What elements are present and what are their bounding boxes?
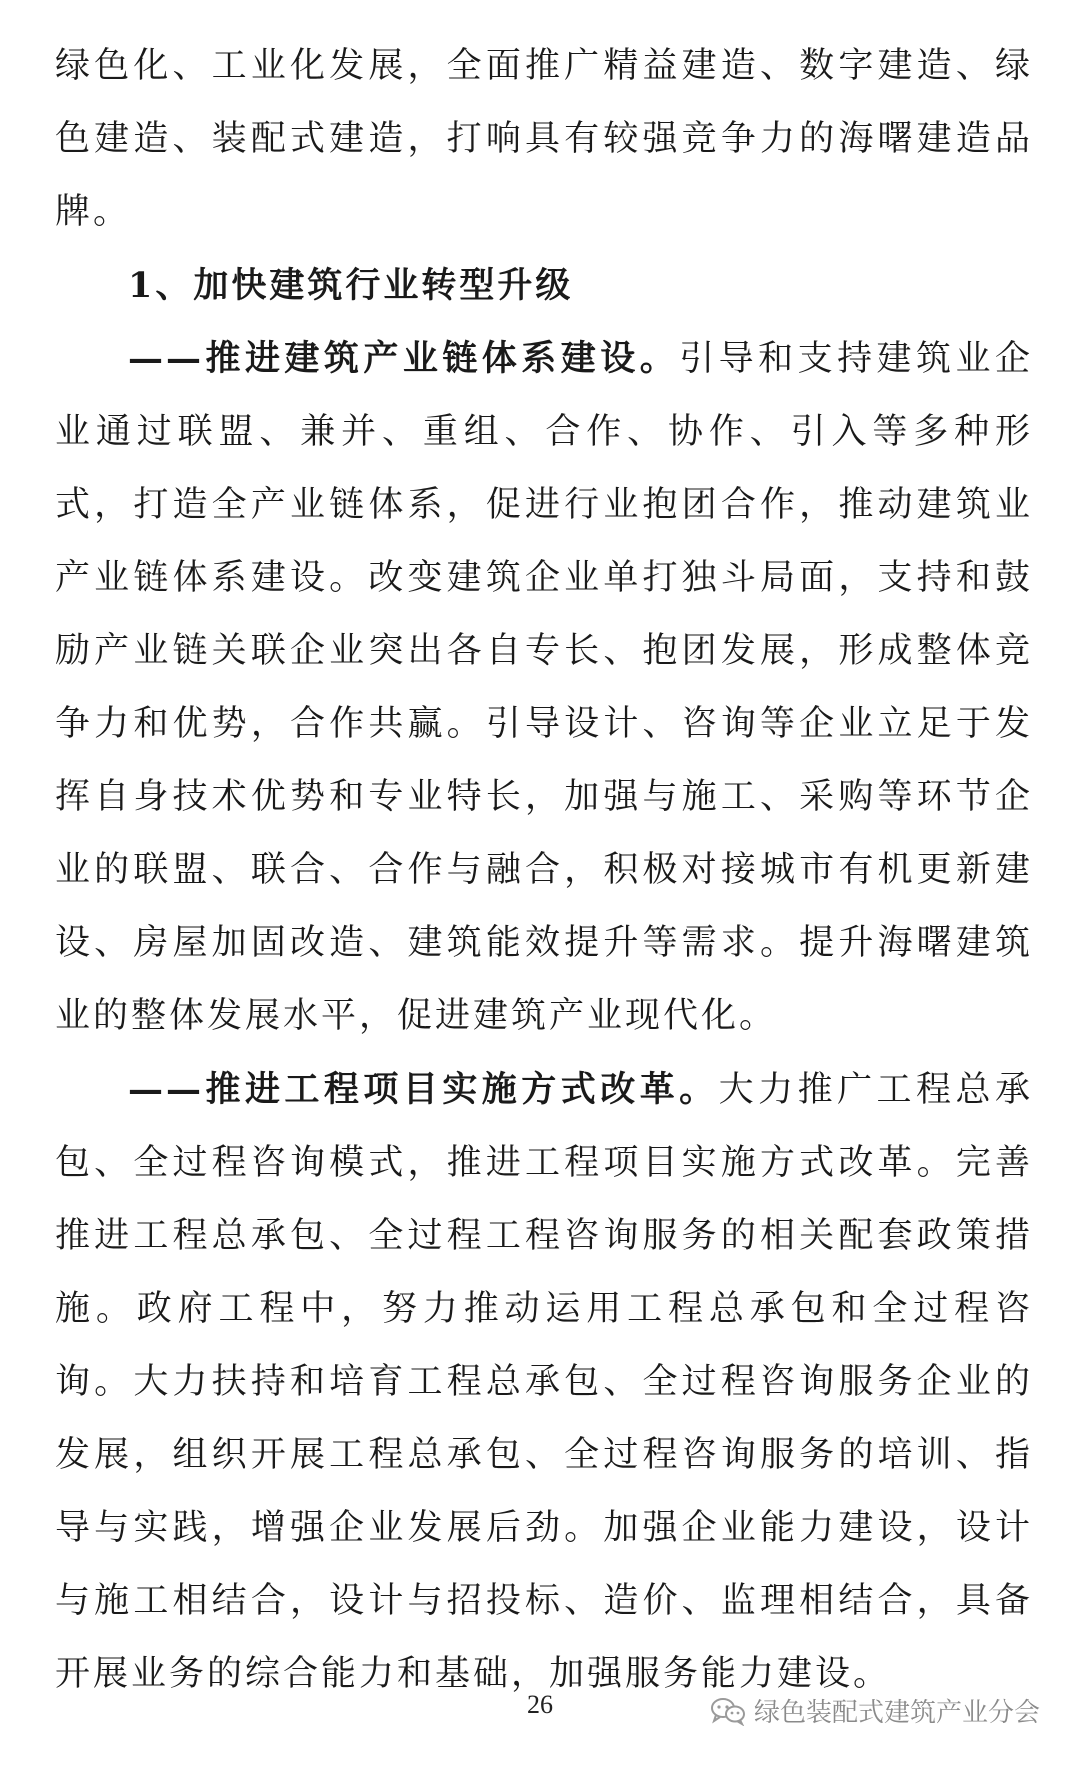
paragraph-lead: ——推进工程项目实施方式改革。 — [128, 1069, 719, 1110]
page-number: 26 — [527, 1690, 553, 1719]
watermark-text: 绿色装配式建筑产业分会 — [753, 1698, 1040, 1728]
paragraph-lead: ——推进建筑产业链体系建设。 — [128, 338, 680, 379]
paragraph-body: 引导和支持建筑业企业通过联盟、兼并、重组、合作、协作、引入等多种形式，打造全产业链体系，促进行业抱团合作，推动建筑业产业链体系建设。改变建筑企业单打独斗局面，支持和鼓励产业链关联企业突出各自专长、抱团发展，形成整体竞争力和优势，合作共赢。引导设计、咨询等企业立足于发挥自身技术优势和专业特长，加强与施工、采购等环节企业的联盟、联合、合作与融合，积极对接城市有机更新建设、房屋加固改造、建筑能效提升等需求。提升海曙建筑业的整体发展水平，促进建筑产业现代化。 — [55, 339, 1033, 1036]
wechat-icon — [710, 1696, 746, 1726]
source-watermark — [710, 1692, 1040, 1729]
section-heading: 1、加快建筑行业转型升级 — [128, 265, 574, 306]
body-text — [55, 30, 1033, 1711]
intro-paragraph: 绿色化、工业化发展，全面推广精益建造、数字建造、绿色建造、装配式建造，打响具有较强竞争力的海曙建造品牌。 — [55, 46, 1033, 232]
paragraph-industry-chain — [55, 322, 1033, 1053]
paragraph-project-reform — [55, 1053, 1033, 1711]
paragraph-body: 大力推广工程总承包、全过程咨询模式，推进工程项目实施方式改革。完善推进工程总承包、全过程工程咨询服务的相关配套政策措施。政府工程中，努力推动运用工程总承包和全过程咨询。大力扶持和培育工程总承包、全过程咨询服务企业的发展，组织开展工程总承包、全过程咨询服务的培训、指导与实践，增强企业发展后劲。加强企业能力建设，设计与施工相结合，设计与招投标、造价、监理相结合，具备开展业务的综合能力和基础，加强服务能力建设。 — [55, 1070, 1033, 1694]
